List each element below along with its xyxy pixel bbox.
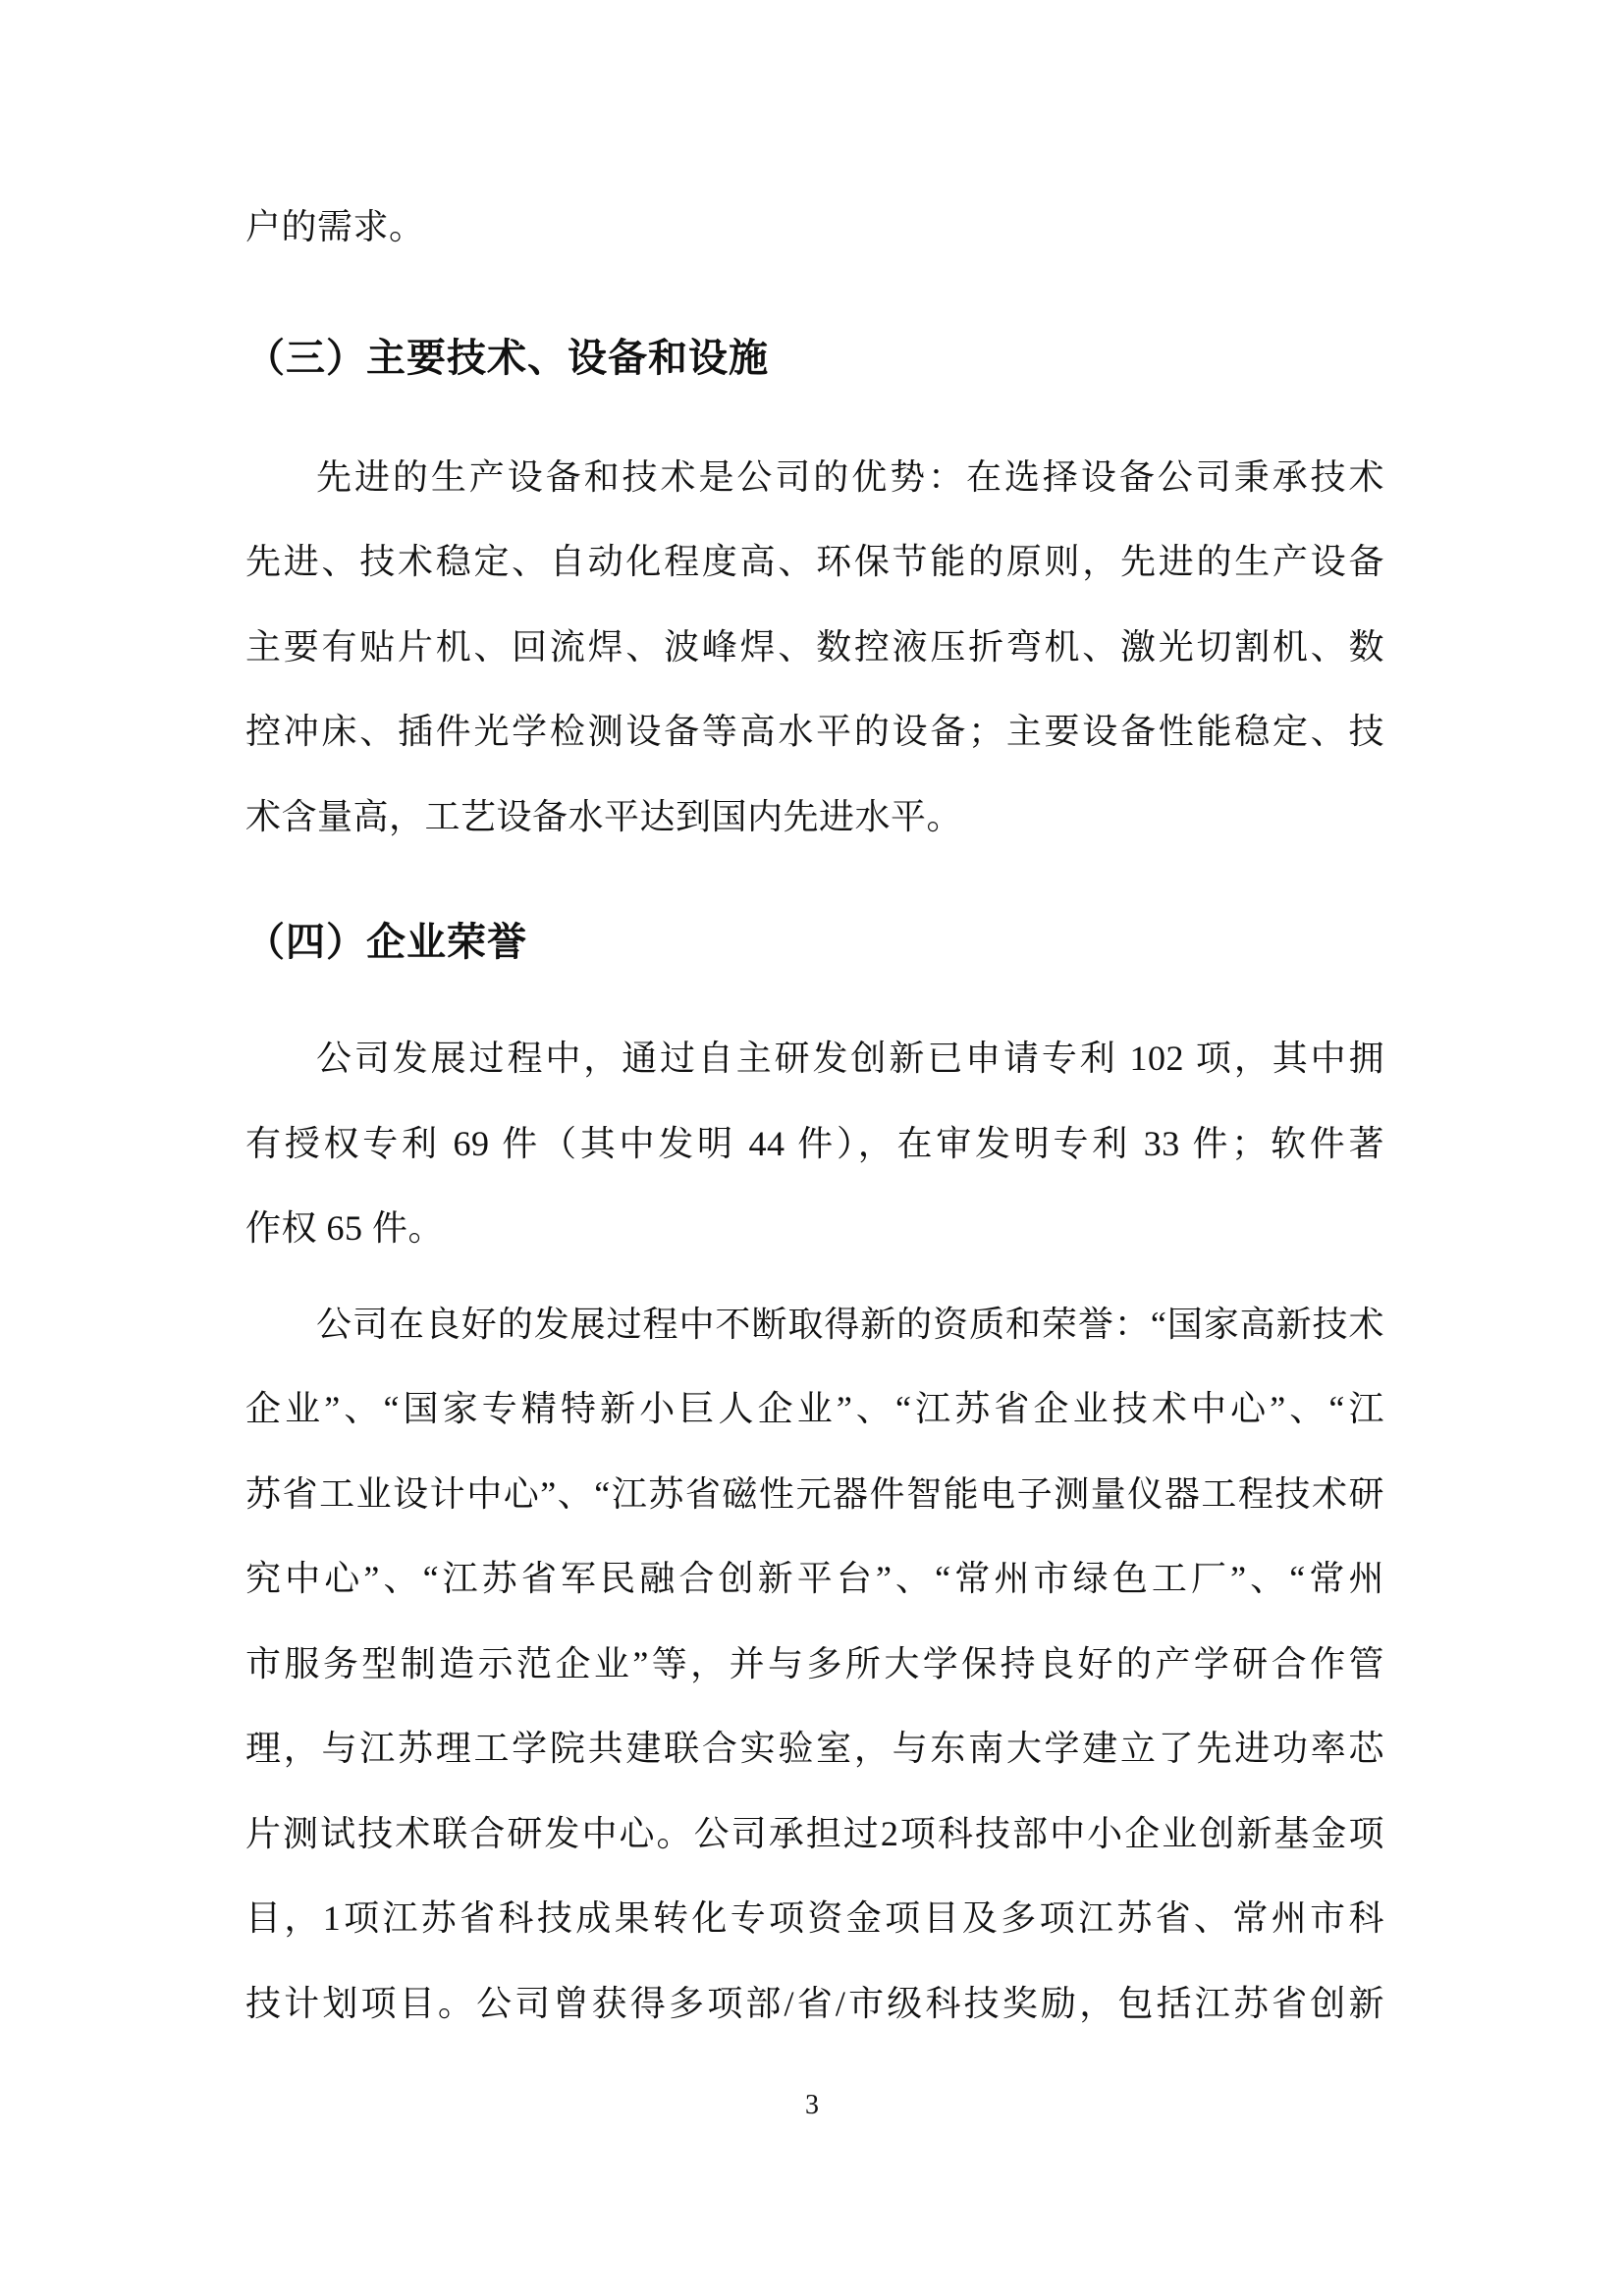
paragraph-line: 目，1项江苏省科技成果转化专项资金项目及多项江苏省、常州市科 (245, 1898, 1384, 1938)
paragraph-line: 企业”、“国家专精特新小巨人企业”、“江苏省企业技术中心”、“江 (245, 1389, 1384, 1428)
paragraph-line: 公司发展过程中，通过自主研发创新已申请专利 102 项，其中拥 (316, 1039, 1384, 1078)
paragraph-line: 片测试技术联合研发中心。公司承担过2项科技部中小企业创新基金项 (245, 1813, 1384, 1853)
paragraph-line: 技计划项目。公司曾获得多项部/省/市级科技奖励，包括江苏省创新 (245, 1983, 1384, 2023)
paragraph-line: 主要有贴片机、回流焊、波峰焊、数控液压折弯机、激光切割机、数 (245, 626, 1384, 667)
paragraph-line: 公司在良好的发展过程中不断取得新的资质和荣誉：“国家高新技术 (316, 1304, 1384, 1344)
paragraph-line: 作权 65 件。 (245, 1208, 445, 1248)
page-number: 3 (805, 2090, 819, 2120)
paragraph-line: 控冲床、插件光学检测设备等高水平的设备；主要设备性能稳定、技 (245, 712, 1384, 751)
paragraph-line: 究中心”、“江苏省军民融合创新平台”、“常州市绿色工厂”、“常州 (245, 1559, 1384, 1598)
paragraph-line: 先进、技术稳定、自动化程度高、环保节能的原则，先进的生产设备 (245, 542, 1384, 581)
section-4-paragraph-1 (245, 1016, 1384, 1271)
paragraph-continuation-line: 户的需求。 (245, 207, 425, 246)
page-body (245, 0, 1384, 2046)
paragraph-line: 先进的生产设备和技术是公司的优势：在选择设备公司秉承技术 (316, 456, 1384, 497)
paragraph-line: 有授权专利 69 件（其中发明 44 件），在审发明专利 33 件；软件著 (245, 1123, 1384, 1163)
paragraph-line: 术含量高，工艺设备水平达到国内先进水平。 (245, 796, 963, 836)
paragraph-line: 市服务型制造示范企业”等，并与多所大学保持良好的产学研合作管 (245, 1643, 1384, 1683)
paragraph-line: 理，与江苏理工学院共建联合实验室，与东南大学建立了先进功率芯 (245, 1729, 1384, 1768)
section-3-heading: （三）主要技术、设备和设施 (245, 335, 769, 380)
section-3-paragraph (245, 435, 1384, 860)
section-4-paragraph-2 (245, 1282, 1384, 2047)
paragraph-line: 苏省工业设计中心”、“江苏省磁性元器件智能电子测量仪器工程技术研 (245, 1473, 1384, 1514)
section-4-heading: （四）企业荣誉 (245, 920, 527, 964)
